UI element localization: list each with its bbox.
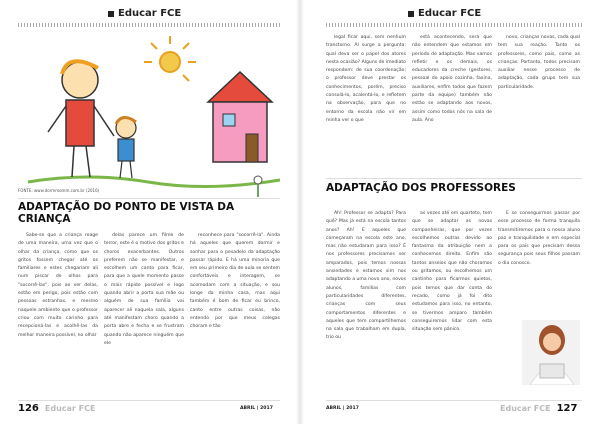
right-column-3: novo, crianças novas, cada qual tem sua reação. Tanto os professores, como pais, como as crianças. Portanto, todos precisam auxiliar nesse processo de adaptação, cada grupo tem sua particularidade. bbox=[498, 35, 580, 90]
right-footer-brand: Educar FCE bbox=[500, 404, 551, 413]
header-square-icon bbox=[408, 11, 414, 17]
left-footer-brand: Educar FCE bbox=[44, 404, 96, 413]
left-column-2: delas parece um filme de terror, este é o motivo dos gritos e choros exacerbantes. Outros preferem não se manifestar, e escolhem um canto para ficar, para que a quele momento passe o mais rápido possível e logo quando abrir a porta sua mãe ou alguém de sua família vai aparecer ali naquela sala, alguns até manifestam choro quando a porta abre e fecha e se frustram quando não aparece ninguém que ele bbox=[104, 233, 185, 346]
right-footer-date: ABRIL | 2017 bbox=[326, 406, 359, 411]
image-credit: FONTE: www.dormmomm.com.br (2016) bbox=[18, 188, 100, 193]
left-header-rule bbox=[18, 23, 280, 27]
right-title-rule bbox=[326, 178, 582, 179]
header-square-icon bbox=[108, 11, 114, 17]
page-gutter bbox=[296, 0, 304, 424]
right-article-title: ADAPTAÇÃO DOS PROFESSORES bbox=[326, 182, 516, 194]
left-footer-date: ABRIL | 2017 bbox=[240, 406, 273, 411]
right-footer bbox=[500, 403, 577, 414]
left-column-1: Sabe-se que a criança reage de uma maneira, uma vez que o olhar da criança, como que os gritos fossem chegar até os familiares e estes chegariam ali num piscar de olhos para "socorrê-las", pois ao ver delas, estão em perigo, pois estão com pessoas estranhas, e mesmo naquele ambiente que o professor criou com muito carinho para recepcioná-las e acolhê-las da melhor maneira possível, no olhar bbox=[18, 233, 98, 338]
right-column-4: Ah! Professor se adapta? Para quê? Mas já está na escola tantos anos? Ah! E aqueles que começaram na escola este ano, mas não estudaram para isso? É nos professores precisamos ser amparados, pois temos nossas ansiedades e estamos sim nos adaptando a uma novo ano, novos alunos, famílias com particularidades diferentes, crianças com seus comportamentos diferentes e aqueles que tem compartilhemos na sala que trabalham em dupla, trio ou bbox=[326, 211, 406, 341]
left-header-title: Educar FCE bbox=[118, 8, 182, 19]
right-header bbox=[408, 8, 481, 19]
right-column-1: legal ficar aqui, sem nenhum transtorno. Al surge a pergunta: qual deva ser o papel dos atores nesta ocasião? Alguns de imediato respondem: de sua coordenação; o professor deve prestar os conhecimentos, porém, preciso consolá-lo, acalentá-lo, e refletem na observação, para que no entorno da escola não vir em minha ver o que bbox=[326, 35, 406, 123]
right-column-5: as vezes até em quarteto, tem que se adaptar as novas companheiras, que por vezes escolhemos outras devido ao fantasma da atribuição nem a conhecemos direito. Enfim são tantos anseios que não choramos ou gritamos, ou escolhemos um cantinho para ficarmos quietos, pois temos que dar conta do recado, como já foi dito estudamos para isso, no entanto, se tivermos amparo também conseguiremos lidar com esta situação sem pânico. bbox=[412, 211, 492, 333]
right-column-6: E se conseguirmos passar por esse processo de forma tranquila transmitiremos para o nosso aluno paz e tranquilidade e em especial para os pais que precisam dessa segurança pois seus filhos passam o dia conosco. bbox=[498, 211, 580, 266]
children-drawing-illustration bbox=[18, 32, 280, 202]
left-footer-rule bbox=[18, 400, 280, 401]
right-header-title: Educar FCE bbox=[418, 8, 482, 19]
right-page-number: 127 bbox=[556, 403, 578, 414]
right-footer-rule bbox=[326, 400, 582, 401]
left-header bbox=[108, 8, 181, 19]
left-footer bbox=[18, 403, 95, 414]
left-page-number: 126 bbox=[18, 403, 39, 414]
left-column-3: reconhece para "socorrê-la". Ainda há aqueles que querem dormir e sonhar para o pesadelo da adaptação passar rápido. E há uma minoria que em seu primeiro dia de aula se sentem confortáveis e interagem, se acomodam com a situação, e sou longe da minha casa, mas aqui também é bom de ficar eu brinco, canto entre outras coisas, não entendo por que meus colegas choram e tão bbox=[190, 233, 280, 330]
left-article-title: ADAPTAÇÃO DO PONTO DE VISTA DA CRIANÇA bbox=[18, 198, 280, 225]
teacher-photo bbox=[522, 320, 580, 385]
right-header-rule bbox=[326, 23, 582, 27]
right-column-2: está acontecendo, será que não entendem que estamos em período de adaptação. Mas vamos refletir e os demais, os educadores da creche (gestores, pessoal do apoio cozinha, faxina, auxiliares, enfim todos que fazem parte da equipe) também não estão se adaptando aos novos, assim como todos nós na sala de aula. Ano bbox=[412, 35, 492, 123]
